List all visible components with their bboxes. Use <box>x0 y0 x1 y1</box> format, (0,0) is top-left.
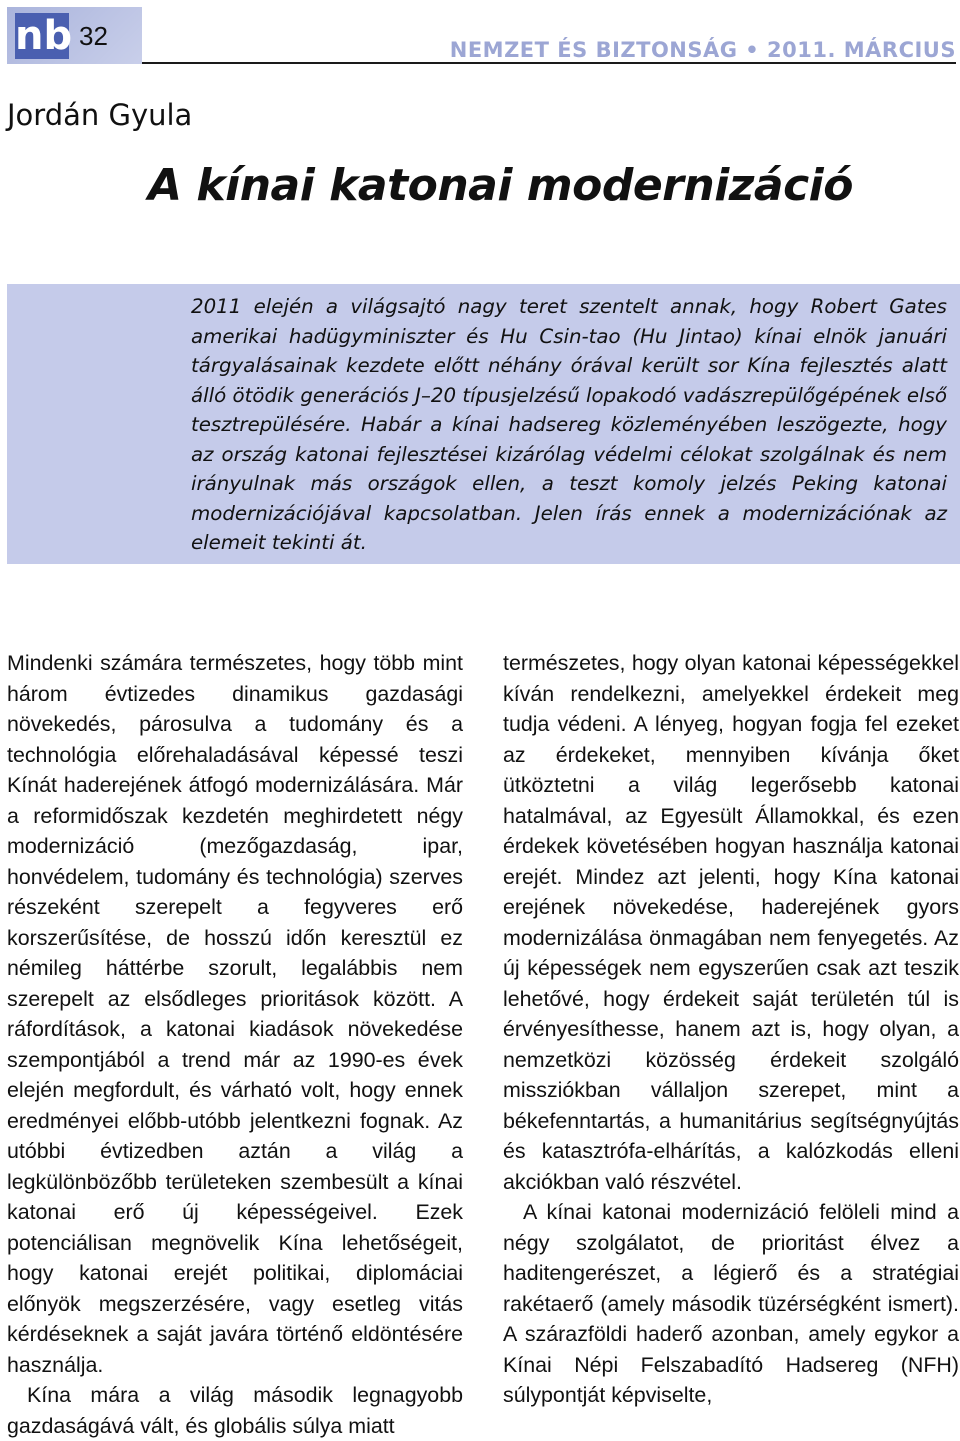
running-head: NEMZET ÉS BIZTONSÁG • 2011. MÁRCIUS <box>449 38 956 62</box>
article-title: A kínai katonai modernizáció <box>148 160 853 211</box>
body-column-left <box>7 648 463 1441</box>
paragraph: természetes, hogy olyan katonai képességekkel kíván rendelkezni, amelyekkel érdekeit meg tudja védeni. A lényeg, hogyan fogja fel ezeket az érdekeket, mennyiben kívánja őket ütköztetni a világ legerősebb katonai hatalmával, az Egyesült Államokkal, és ezen érdekek követésében hogyan használja katonai erejét. Mindez azt jelenti, hogy Kína katonai erejének növekedése, haderejének gyors modernizálása önmagában nem fenyegetés. Az új képességek nem egyszerűen csak azt teszik lehetővé, hogy érdekeit saját területén túl is érvényesíthesse, hanem azt is, hogy olyan, a nemzetközi közösség érdekeit szolgáló missziókban vállaljon szerepet, mint a békefenntartás, a humanitárius segítségnyújtás és katasztrófa-elhárítás, a kalózkodás elleni akciókban való részvétel. <box>503 651 959 1194</box>
author-name: Jordán Gyula <box>7 98 193 132</box>
abstract-text: 2011 elején a világsajtó nagy teret szentelt annak, hogy Robert Gates amerikai hadügyminiszter és Hu Csin-tao (Hu Jintao) kínai elnök januári tárgyalásainak kezdete előtt néhány órával került sor Kína fejlesztés alatt álló ötödik generációs J–20 típusjelzésű lopakodó vadászrepülőgépének első tesztrepülésére. Habár a kínai hadsereg közleményében leszögezte, hogy az ország katonai fejlesztései kizárólag védelmi célokat szolgálnak és nem irányulnak más országok ellen, a teszt komoly jelzés Peking katonai modernizációjával kapcsolatban. Jelen írás ennek a modernizációnak az elemeit tekinti át. <box>191 295 947 554</box>
paragraph: A kínai katonai modernizáció felöleli mind a négy szolgálatot, de prioritást élvez a haditengerészet, a légierő és a stratégiai rakétaerő (amely második tüzérségként ismert). A szárazföldi haderő azonban, amely egykor a Kínai Népi Felszabadító Hadsereg (NFH) súlypontját képviselte, <box>503 1200 959 1407</box>
header-logo-block <box>7 7 142 64</box>
header-rule <box>142 62 956 64</box>
page-number: 32 <box>79 21 108 51</box>
paragraph: Kína mára a világ második legnagyobb gazdaságává vált, és globális súlya miatt <box>7 1383 463 1438</box>
magazine-logo: nb <box>15 13 73 59</box>
paragraph: Mindenki számára természetes, hogy több mint három évtizedes dinamikus gazdasági növekedés, párosulva a tudomány és a technológia előrehaladásával képessé teszi Kínát haderejének átfogó modernizálására. Már a reformidőszak kezdetén meghirdetett négy modernizáció (mezőgazdaság, ipar, honvédelem, tudomány és technológia) szerves részeként szerepelt a fegyveres erő korszerűsítése, de hosszú időn keresztül ez némileg háttérbe szorult, legalábbis nem szerepelt az elsődleges prioritások között. A ráfordítások, a katonai kiadások növekedése szempontjából a trend már az 1990-es évek elején megfordult, és várható volt, hogy ennek eredményei előbb-utóbb jelentkezni fognak. Az utóbbi évtizedben aztán a világ a legkülönbözőbb területeken szembesült a kínai katonai erő új képességeivel. Ezek potenciálisan megnövelik Kína lehetőségeit, hogy katonai erejét politikai, diplomáciai előnyök megszerzésére, vagy esetleg vitás kérdéseknek a saját javára történő eldöntésére használja. <box>7 651 463 1377</box>
body-column-right <box>503 648 959 1411</box>
